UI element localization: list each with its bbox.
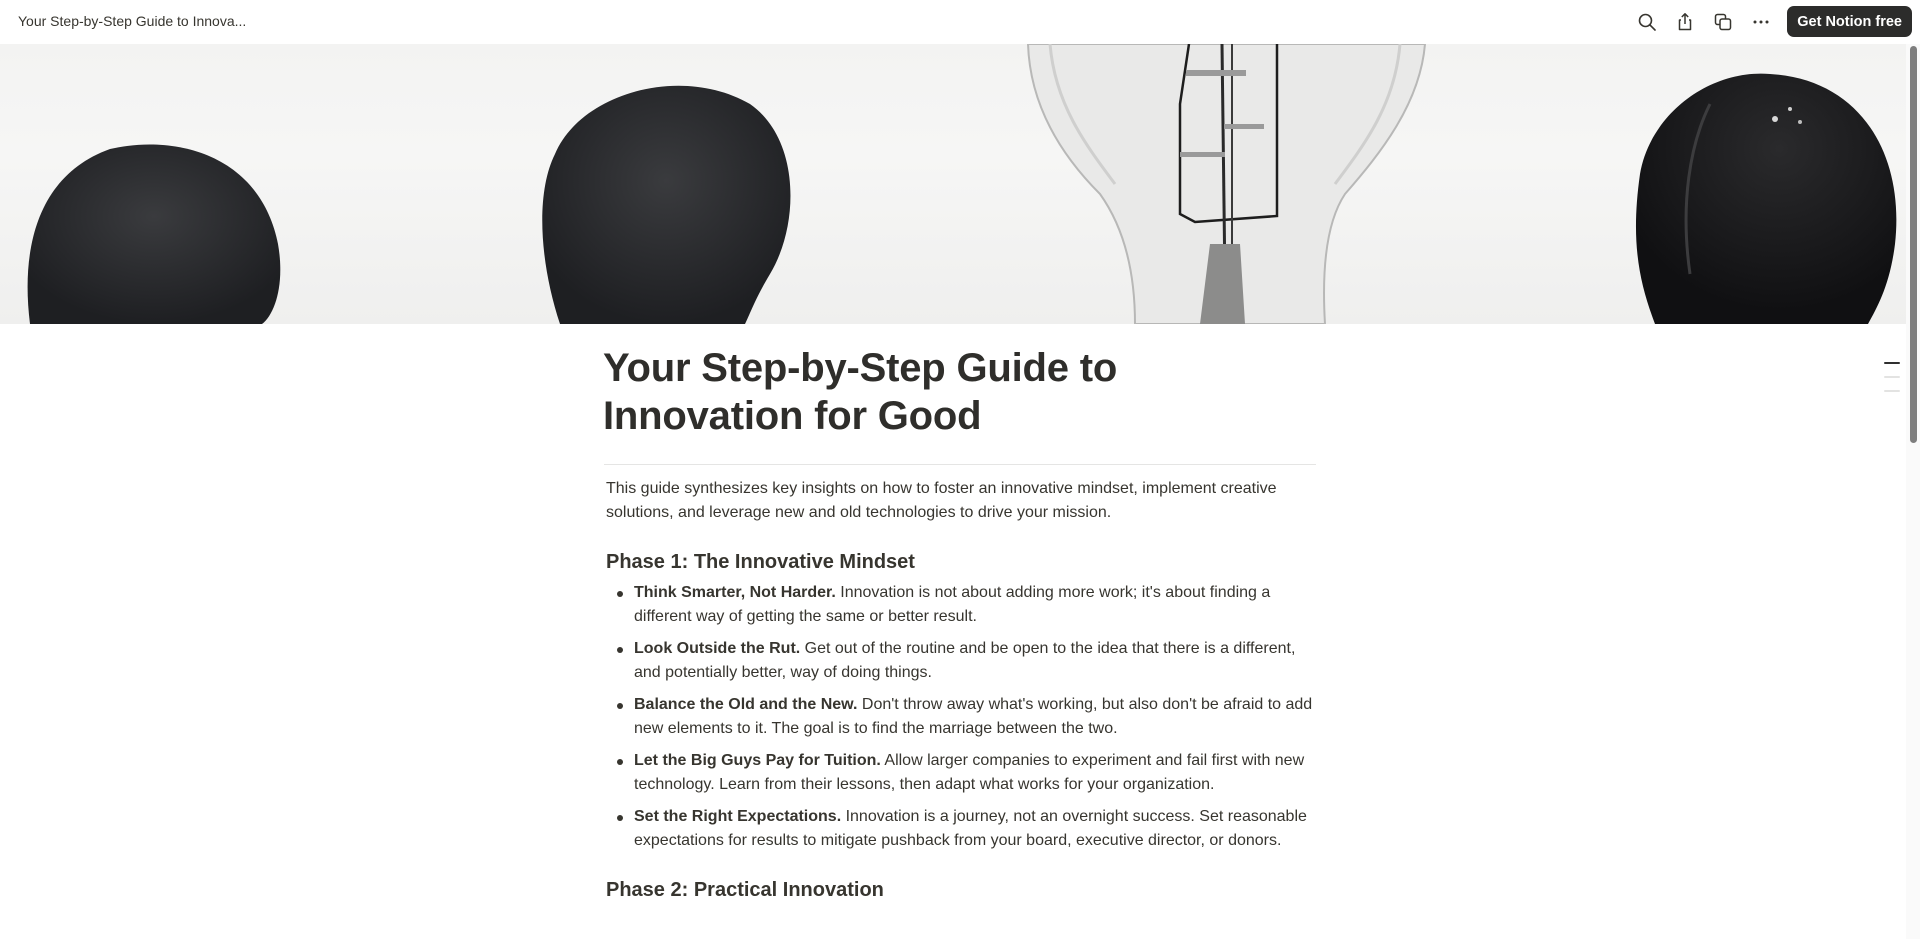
page-content <box>604 344 1316 909</box>
more-icon <box>1751 12 1771 32</box>
cover-image <box>0 44 1920 324</box>
list-item <box>606 749 1316 797</box>
get-notion-free-button[interactable]: Get Notion free <box>1787 6 1912 37</box>
bullet-text: Innovation is not about adding more work; it's about finding a different way of getting the same or better result. <box>634 584 1271 625</box>
toc-item-2[interactable] <box>1884 376 1900 378</box>
bullet-bold-lead: Balance the Old and the New. <box>634 696 858 713</box>
light-bulbs-photo <box>0 44 1920 324</box>
top-actions <box>1623 6 1912 37</box>
bullet-text: Innovation is a journey, not an overnight success. Set reasonable expectations for results to mitigate pushback from your board, executive director, or donors. <box>634 808 1307 849</box>
table-of-contents-indicator[interactable] <box>1884 362 1900 404</box>
share-button[interactable] <box>1671 8 1699 36</box>
more-button[interactable] <box>1747 8 1775 36</box>
duplicate-button[interactable] <box>1709 8 1737 36</box>
bullet-bold-lead: Let the Big Guys Pay for Tuition. <box>634 752 881 769</box>
bullet-text: Get out of the routine and be open to the idea that there is a different, and potentially better, way of doing things. <box>634 640 1296 681</box>
bullet-bold-lead: Set the Right Expectations. <box>634 808 842 825</box>
list-item <box>606 693 1316 741</box>
section-heading-phase-2: Phase 2: Practical Innovation <box>606 879 884 901</box>
bullet-text: Don't throw away what's working, but also don't be afraid to add new elements to it. The goal is to find the marriage between the two. <box>634 696 1313 737</box>
bullet-list-phase-1 <box>604 581 1316 853</box>
breadcrumb[interactable]: Your Step-by-Step Guide to Innova... <box>18 13 247 29</box>
page-title: Your Step-by-Step Guide to Innovation for Good <box>603 346 1118 438</box>
duplicate-icon <box>1713 12 1733 32</box>
bullet-bold-lead: Look Outside the Rut. <box>634 640 801 657</box>
section-heading-phase-1: Phase 1: The Innovative Mindset <box>606 551 915 573</box>
bullet-bold-lead: Think Smarter, Not Harder. <box>634 584 836 601</box>
bullet-text: Allow larger companies to experiment and fail first with new technology. Learn from their lessons, then adapt what works for your organization. <box>634 752 1305 793</box>
toc-item-3[interactable] <box>1884 390 1900 392</box>
share-icon <box>1675 12 1695 32</box>
search-icon <box>1637 12 1657 32</box>
divider <box>604 464 1316 465</box>
list-item <box>606 637 1316 685</box>
list-item <box>606 581 1316 629</box>
toc-item-1[interactable] <box>1884 362 1900 364</box>
list-item <box>606 805 1316 853</box>
search-button[interactable] <box>1633 8 1661 36</box>
scrollbar-thumb[interactable] <box>1910 46 1917 443</box>
intro-paragraph: This guide synthesizes key insights on how to foster an innovative mindset, implement creative solutions, and leverage new and old technologies to drive your mission. <box>606 480 1277 521</box>
top-bar <box>0 0 1920 44</box>
scrollbar[interactable] <box>1906 44 1920 939</box>
